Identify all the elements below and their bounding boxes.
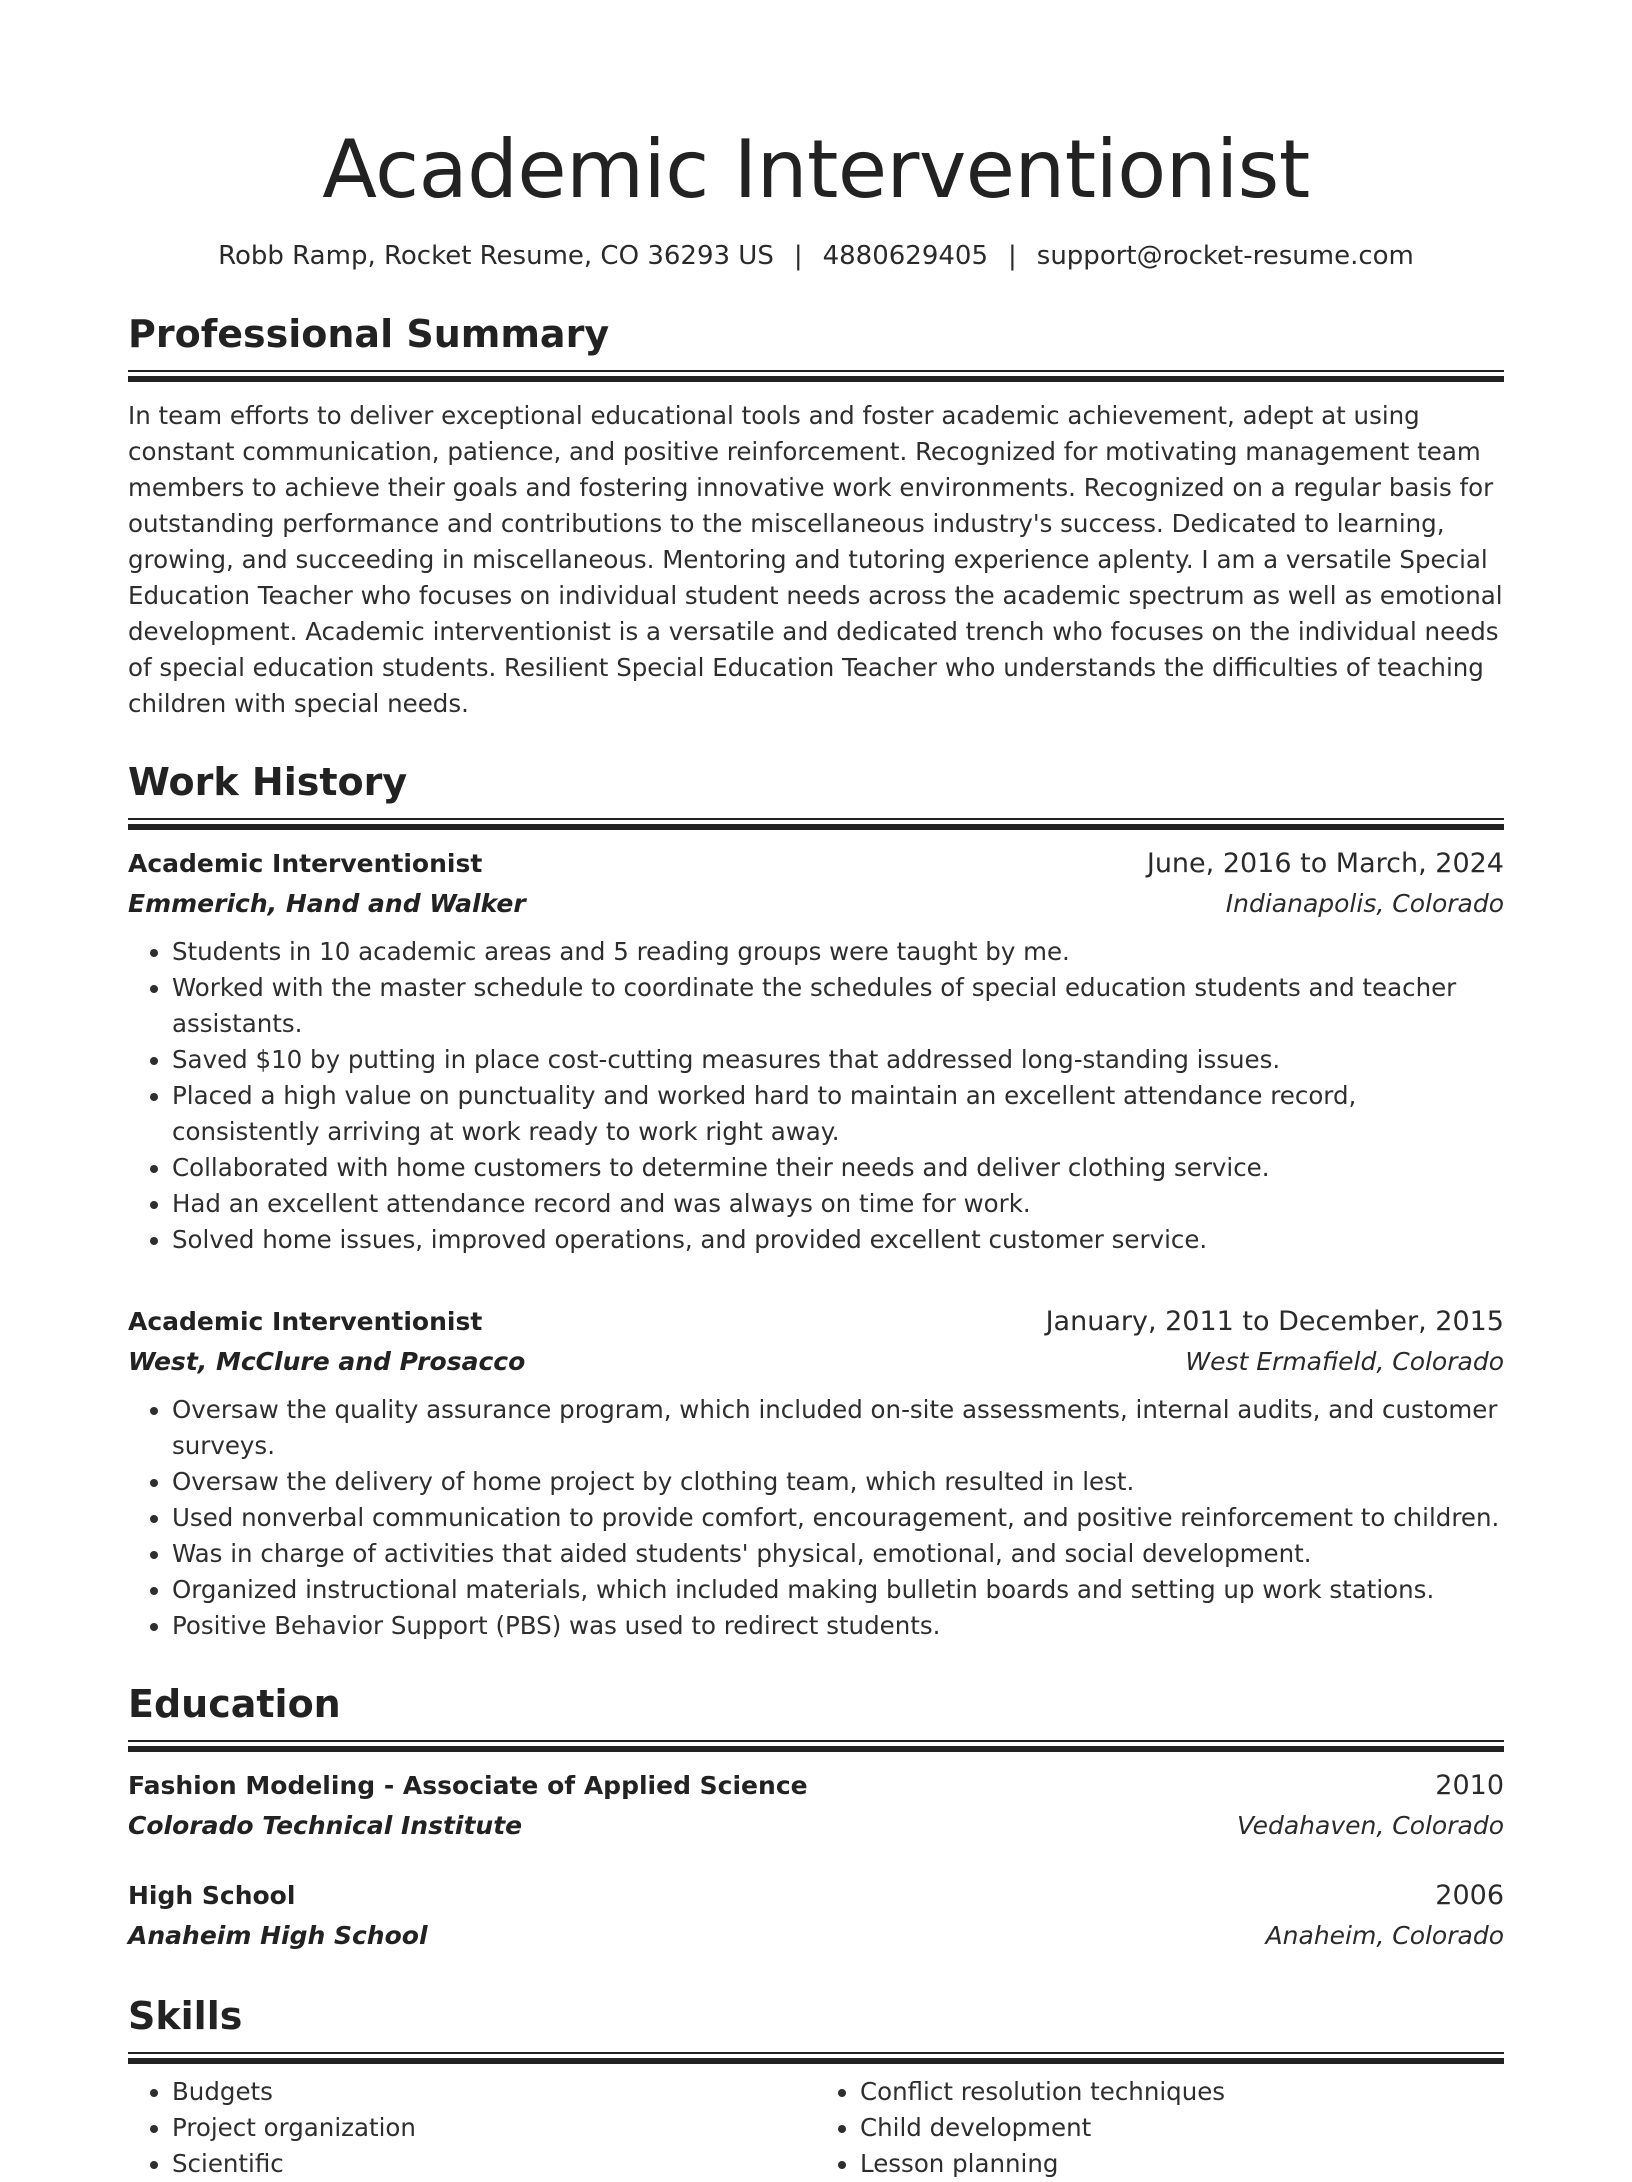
job-bullet: • Was in charge of activities that aided students' physical, emotional, and social development. — [172, 1536, 1504, 1572]
skill-item: • Child development — [860, 2110, 1504, 2146]
work-heading: Work History — [128, 760, 408, 804]
summary-text: In team efforts to deliver exceptional educational tools and foster academic achievement, adept at using constant communication, patience, and positive reinforcement. Recognized for motivating management team members to achieve their goals and fostering innovative work environments. Recognized on a regular basis for outstanding performance and contributions to the miscellaneous industry's success. Dedicated to learning, growing, and succeeding in miscellaneous. Mentoring and tutoring experience aplenty. I am a versatile Special Education Teacher who focuses on individual student needs across the academic spectrum as well as emotional development. Academic interventionist is a versatile and dedicated trench who focuses on the individual needs of special education students. Resilient Special Education Teacher who understands the difficulties of teaching children with special needs. — [128, 401, 1503, 718]
job-header-row — [128, 844, 1504, 884]
job-bullet: • Positive Behavior Support (PBS) was used to redirect students. — [172, 1608, 1504, 1644]
skills-list-right — [816, 2074, 1504, 2182]
education-degree: Fashion Modeling - Associate of Applied Science — [128, 1771, 808, 1800]
job-bullet: • Saved $10 by putting in place cost-cutting measures that addressed long-standing issues. — [172, 1042, 1504, 1078]
section-divider — [128, 1740, 1504, 1752]
education-entry — [128, 1766, 1504, 1846]
contact-address: Robb Ramp, Rocket Resume, CO 36293 US — [218, 241, 774, 271]
job-bullet: • Solved home issues, improved operations, and provided excellent customer service. — [172, 1222, 1504, 1258]
job-company: West, McClure and Prosacco — [128, 1347, 526, 1376]
job-bullet: • Placed a high value on punctuality and worked hard to maintain an excellent attendance record, consistently arriving at work ready to work right away. — [172, 1078, 1504, 1150]
resume-title: Academic Interventionist — [322, 123, 1310, 216]
job-entry — [128, 1302, 1504, 1644]
resume-page — [128, 118, 1504, 2182]
job-location: West Ermafield, Colorado — [1185, 1347, 1504, 1376]
section-divider — [128, 818, 1504, 830]
job-bullet: • Used nonverbal communication to provide comfort, encouragement, and positive reinforcement to children. — [172, 1500, 1504, 1536]
education-year: 2010 — [1435, 1770, 1504, 1801]
job-entry — [128, 844, 1504, 1258]
job-bullets — [128, 1392, 1504, 1644]
education-header-row — [128, 1766, 1504, 1806]
skill-item: • Lesson planning — [860, 2146, 1504, 2182]
education-location: Anaheim, Colorado — [1265, 1921, 1504, 1950]
education-heading: Education — [128, 1682, 341, 1726]
section-divider — [128, 2052, 1504, 2064]
section-divider — [128, 370, 1504, 382]
skills-list-left — [128, 2074, 816, 2182]
work-section-header — [128, 758, 1504, 830]
skills-section-header — [128, 1992, 1504, 2064]
job-company-row — [128, 884, 1504, 924]
contact-separator: | — [793, 241, 803, 271]
education-year: 2006 — [1435, 1880, 1504, 1911]
education-school-row — [128, 1916, 1504, 1956]
job-location: Indianapolis, Colorado — [1225, 889, 1504, 918]
job-role: Academic Interventionist — [128, 849, 483, 878]
skill-item: • Budgets — [172, 2074, 816, 2110]
contact-phone: 4880629405 — [822, 241, 989, 271]
job-header-row — [128, 1302, 1504, 1342]
education-school: Anaheim High School — [128, 1921, 428, 1950]
job-company-row — [128, 1342, 1504, 1382]
job-bullet: • Collaborated with home customers to determine their needs and deliver clothing service. — [172, 1150, 1504, 1186]
contact-email: support@rocket-resume.com — [1036, 241, 1414, 271]
skill-item: • Conflict resolution techniques — [860, 2074, 1504, 2110]
education-entry — [128, 1876, 1504, 1956]
job-bullet: • Students in 10 academic areas and 5 reading groups were taught by me. — [172, 934, 1504, 970]
skill-item: • Scientific — [172, 2146, 816, 2182]
contact-line — [128, 238, 1504, 274]
job-bullet: • Oversaw the delivery of home project by clothing team, which resulted in lest. — [172, 1464, 1504, 1500]
job-bullet: • Oversaw the quality assurance program, which included on-site assessments, internal audits, and customer surveys. — [172, 1392, 1504, 1464]
job-bullets — [128, 934, 1504, 1258]
job-dates: June, 2016 to March, 2024 — [1146, 848, 1504, 879]
job-bullet: • Had an excellent attendance record and was always on time for work. — [172, 1186, 1504, 1222]
skills-columns — [128, 2074, 1504, 2182]
job-bullet: • Worked with the master schedule to coordinate the schedules of special education students and teacher assistants. — [172, 970, 1504, 1042]
job-company: Emmerich, Hand and Walker — [128, 889, 526, 918]
summary-heading: Professional Summary — [128, 312, 610, 356]
education-school-row — [128, 1806, 1504, 1846]
education-location: Vedahaven, Colorado — [1236, 1811, 1504, 1840]
education-school: Colorado Technical Institute — [128, 1811, 523, 1840]
job-dates: January, 2011 to December, 2015 — [1045, 1306, 1504, 1337]
skill-item: • Project organization — [172, 2110, 816, 2146]
skills-heading: Skills — [128, 1994, 243, 2038]
contact-separator: | — [1008, 241, 1017, 271]
education-header-row — [128, 1876, 1504, 1916]
job-role: Academic Interventionist — [128, 1307, 483, 1336]
education-degree: High School — [128, 1881, 296, 1910]
job-bullet: • Organized instructional materials, which included making bulletin boards and setting up work stations. — [172, 1572, 1504, 1608]
summary-section-header — [128, 310, 1504, 382]
education-section-header — [128, 1680, 1504, 1752]
